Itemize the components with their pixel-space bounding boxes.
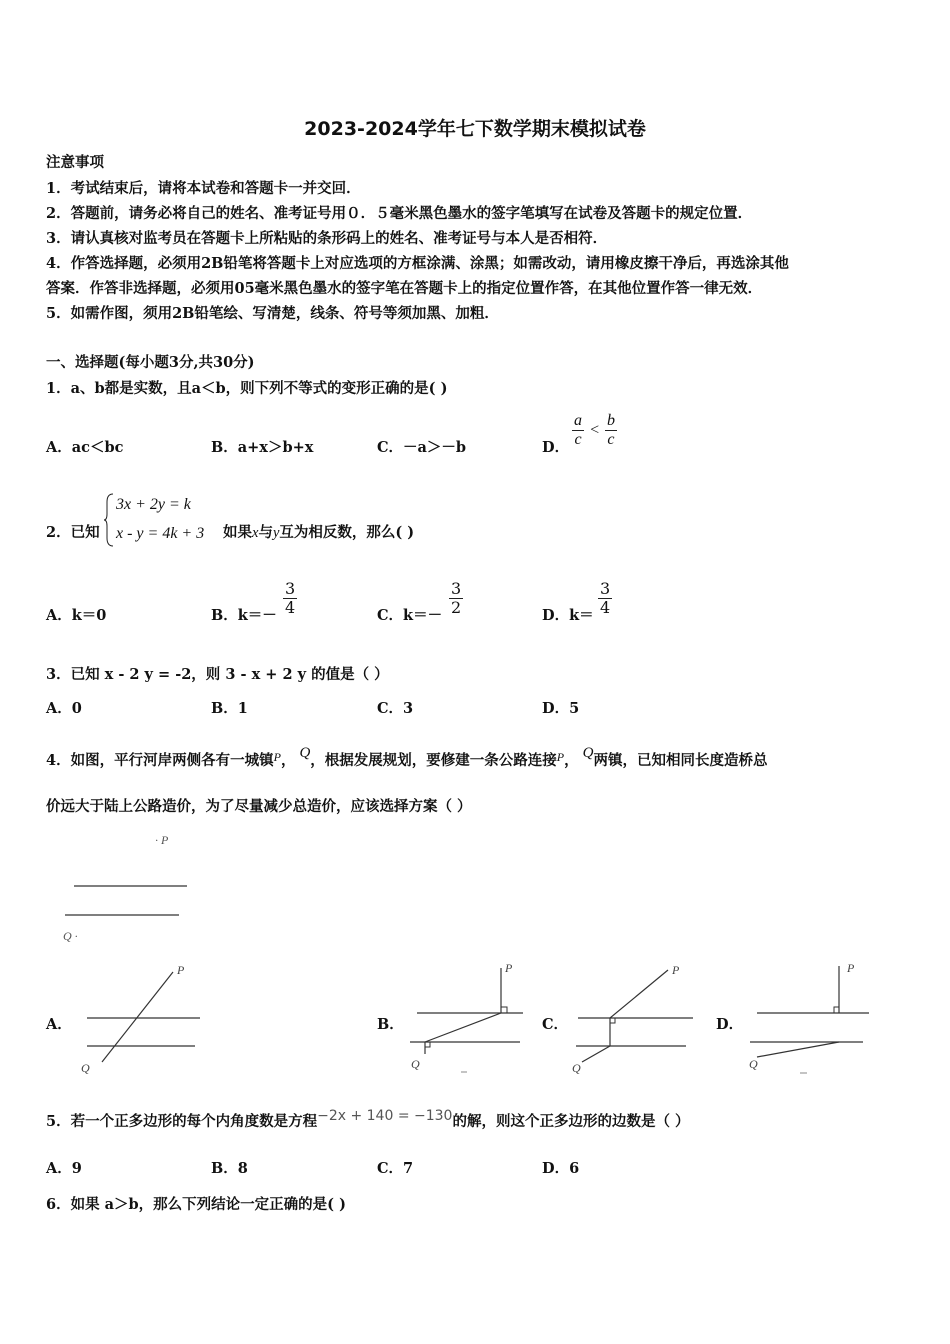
road-line [102, 972, 173, 1062]
q4-option-b-label: B． [377, 1016, 404, 1033]
q5-text: 5．若一个正多边形的每个内角度数是方程 [46, 1113, 318, 1130]
q5-option-a: A．9 [46, 1160, 82, 1177]
figure-label-q: Q [749, 1057, 758, 1071]
notice-item: 2．答题前，请务必将自己的姓名、准考证号用０．５毫米黑色墨水的签字笔填写在试卷及答题卡的规定位置． [46, 205, 753, 222]
fraction-numerator: a [574, 412, 582, 429]
q2-stem-text: 如果 [223, 524, 252, 541]
question-5-stem [46, 1108, 690, 1131]
q1-option-c: C．－a＞－b [377, 439, 467, 456]
q5-equation: −2x + 140 = −130 [317, 1108, 453, 1124]
figure-label-q: Q [411, 1057, 420, 1071]
brace-icon [103, 492, 115, 548]
notice-heading: 注意事项 [46, 154, 104, 171]
q2-option-c-fraction [449, 580, 463, 617]
notice-item: 4．作答选择题，必须用2B铅笔将答题卡上对应选项的方框涂满、涂黑；如需改动，请用橡皮擦干净后，再选涂其他 [46, 255, 789, 272]
question-6-stem: 6．如果 a＞b，那么下列结论一定正确的是( ) [46, 1196, 346, 1213]
fraction-denominator: 4 [285, 598, 296, 617]
option-c-figure [568, 960, 698, 1075]
q1-option-d-label: D． [542, 439, 570, 456]
question-3-stem: 3．已知 x - 2 y = -2，则 3 - x + 2 y 的值是（ ） [46, 666, 389, 683]
less-than-sign: < [589, 421, 600, 439]
fraction-denominator: 2 [451, 598, 462, 617]
fraction-denominator: 4 [600, 598, 611, 617]
figure-label-p: P [847, 961, 855, 975]
fraction-numerator: 3 [285, 579, 296, 598]
q5-option-c: C．7 [377, 1160, 414, 1177]
system-equation-1: 3x + 2y = k [116, 496, 191, 513]
q5-text: 的解，则这个正多边形的边数是（ ） [452, 1113, 690, 1130]
notice-item: 答案．作答非选择题，必须用05毫米黑色墨水的签字笔在答题卡上的指定位置作答，在其他位置作答一律无效． [46, 280, 763, 297]
q2-option-a: A．k＝0 [46, 607, 107, 624]
fraction-numerator: 3 [600, 579, 611, 598]
q2-stem-rest [223, 521, 414, 542]
option-d-figure [745, 960, 875, 1075]
var-x: x [252, 525, 259, 541]
q4-option-a-label: A． [46, 1016, 72, 1033]
q2-option-d-label: D．k＝ [542, 607, 594, 624]
q1-option-a: A．ac＜bc [46, 439, 124, 456]
q2-option-c-label: C．k＝－ [377, 607, 443, 624]
question-4-line2: 价远大于陆上公路造价，为了尽量减少总造价，应该选择方案（ ） [46, 798, 472, 815]
fraction-denominator: c [574, 431, 582, 448]
figure-label-q: Q [81, 1061, 90, 1075]
figure-label-p: · P [155, 833, 169, 847]
town-p: P [273, 750, 281, 764]
town-q: Q [299, 745, 311, 761]
question-1-stem: 1．a、b都是实数，且a＜b，则下列不等式的变形正确的是( ) [46, 380, 448, 397]
figure-label-q: Q [572, 1061, 581, 1075]
var-y: y [272, 525, 280, 541]
question-4-line1 [46, 745, 767, 770]
q2-prefix: 2．已知 [46, 524, 100, 541]
town-p: P [556, 750, 565, 764]
river-figure [55, 828, 205, 948]
page-title: 2023-2024学年七下数学期末模拟试卷 [304, 118, 646, 140]
q4-text: ， [280, 752, 296, 769]
option-a-figure [75, 960, 205, 1075]
option-b-figure [405, 960, 530, 1075]
q4-text: 4．如图，平行河岸两侧各有一城镇 [46, 752, 274, 769]
q3-option-d: D．5 [542, 700, 580, 717]
fraction-denominator: c [607, 431, 615, 448]
q4-text: ， [564, 752, 579, 769]
fraction-numerator: b [606, 412, 615, 429]
q2-option-b-fraction [283, 580, 297, 617]
q5-option-b: B．8 [211, 1160, 248, 1177]
q3-option-a: A．0 [46, 700, 82, 717]
q4-text: ，根据发展规划，要修建一条公路连接 [310, 752, 557, 769]
q1-option-d-expression [572, 412, 617, 449]
q2-option-d-fraction [598, 580, 612, 617]
notice-item: 3．请认真核对监考员在答题卡上所粘贴的条形码上的姓名、准考证号与本人是否相符． [46, 230, 608, 247]
q3-option-b: B．1 [211, 700, 248, 717]
notice-item: 5．如需作图，须用2B铅笔绘、写清楚，线条、符号等须加黑、加粗． [46, 305, 499, 322]
section-heading: 一、选择题(每小题3分,共30分) [46, 354, 255, 371]
figure-label-p: P [505, 961, 513, 975]
q2-stem-text: 与 [258, 524, 273, 541]
q3-option-c: C．3 [377, 700, 414, 717]
town-q: Q [582, 745, 594, 761]
q4-option-d-label: D． [716, 1016, 744, 1033]
q2-option-b-label: B．k＝－ [211, 607, 277, 624]
q4-option-c-label: C． [542, 1016, 569, 1033]
q5-option-d: D．6 [542, 1160, 580, 1177]
fraction-numerator: 3 [451, 579, 462, 598]
q2-stem-text: 互为相反数，那么( ) [279, 524, 415, 541]
q4-text: 两镇，已知相同长度造桥总 [593, 752, 768, 769]
figure-label-q: Q · [63, 929, 78, 943]
figure-label-p: P [177, 963, 185, 977]
system-equation-2: x - y = 4k + 3 [116, 525, 205, 542]
figure-label-p: P [672, 963, 680, 977]
q1-option-b: B．a+x＞b+x [211, 439, 314, 456]
notice-item: 1．考试结束后，请将本试卷和答题卡一并交回． [46, 180, 361, 197]
